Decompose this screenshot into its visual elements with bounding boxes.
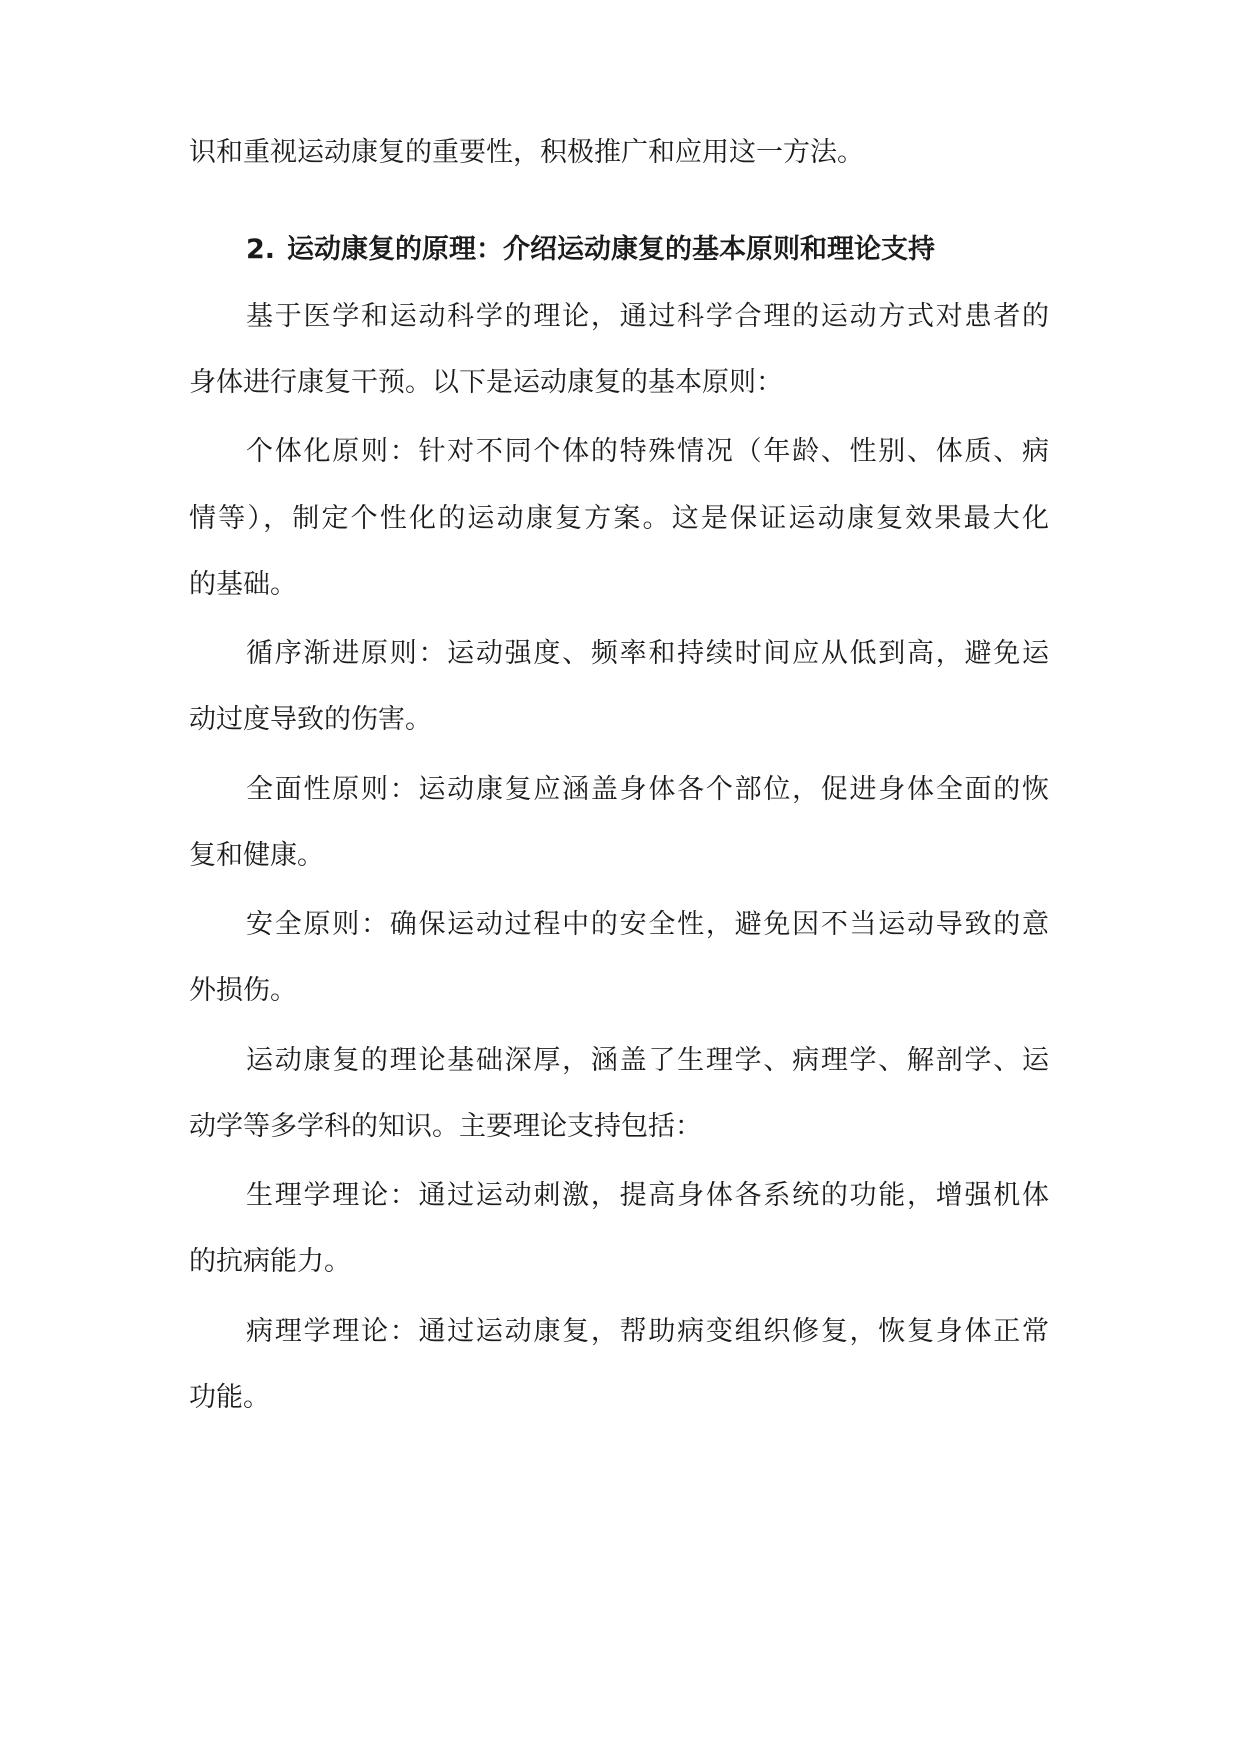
paragraph-line: 运动康复的理论基础深厚，涵盖了生理学、病理学、解剖学、运 [246,1045,1049,1076]
paragraph-line: 的抗病能力。 [189,1246,351,1277]
section-heading [246,232,1049,268]
paragraph-line: 功能。 [189,1382,270,1413]
paragraph-line: 动学等多学科的知识。主要理论支持包括： [189,1111,702,1142]
paragraph-line: 动过度导致的伤害。 [189,704,432,735]
paragraph-line: 身体进行康复干预。以下是运动康复的基本原则： [189,367,783,398]
paragraph-line: 循序渐进原则：运动强度、频率和持续时间应从低到高，避免运 [246,638,1049,669]
paragraph-line: 生理学理论：通过运动刺激，提高身体各系统的功能，增强机体 [246,1180,1049,1211]
paragraph-line: 全面性原则：运动康复应涵盖身体各个部位，促进身体全面的恢 [246,774,1049,805]
paragraph-line: 个体化原则：针对不同个体的特殊情况（年龄、性别、体质、病 [246,436,1049,467]
section-number: 2. [246,234,276,265]
paragraph-line: 病理学理论：通过运动康复，帮助病变组织修复，恢复身体正常 [246,1316,1049,1347]
paragraph-line: 情等），制定个性化的运动康复方案。这是保证运动康复效果最大化 [189,503,1049,534]
paragraph-line: 复和健康。 [189,840,324,871]
paragraph-line: 安全原则：确保运动过程中的安全性，避免因不当运动导致的意 [246,909,1049,940]
paragraph-line: 的基础。 [189,569,297,600]
section-title: 运动康复的原理：介绍运动康复的基本原则和理论支持 [287,234,936,265]
intro-tail-line: 识和重视运动康复的重要性，积极推广和应用这一方法。 [189,137,864,168]
paragraph-line: 外损伤。 [189,975,297,1006]
paragraph-line: 基于医学和运动科学的理论，通过科学合理的运动方式对患者的 [246,301,1049,332]
